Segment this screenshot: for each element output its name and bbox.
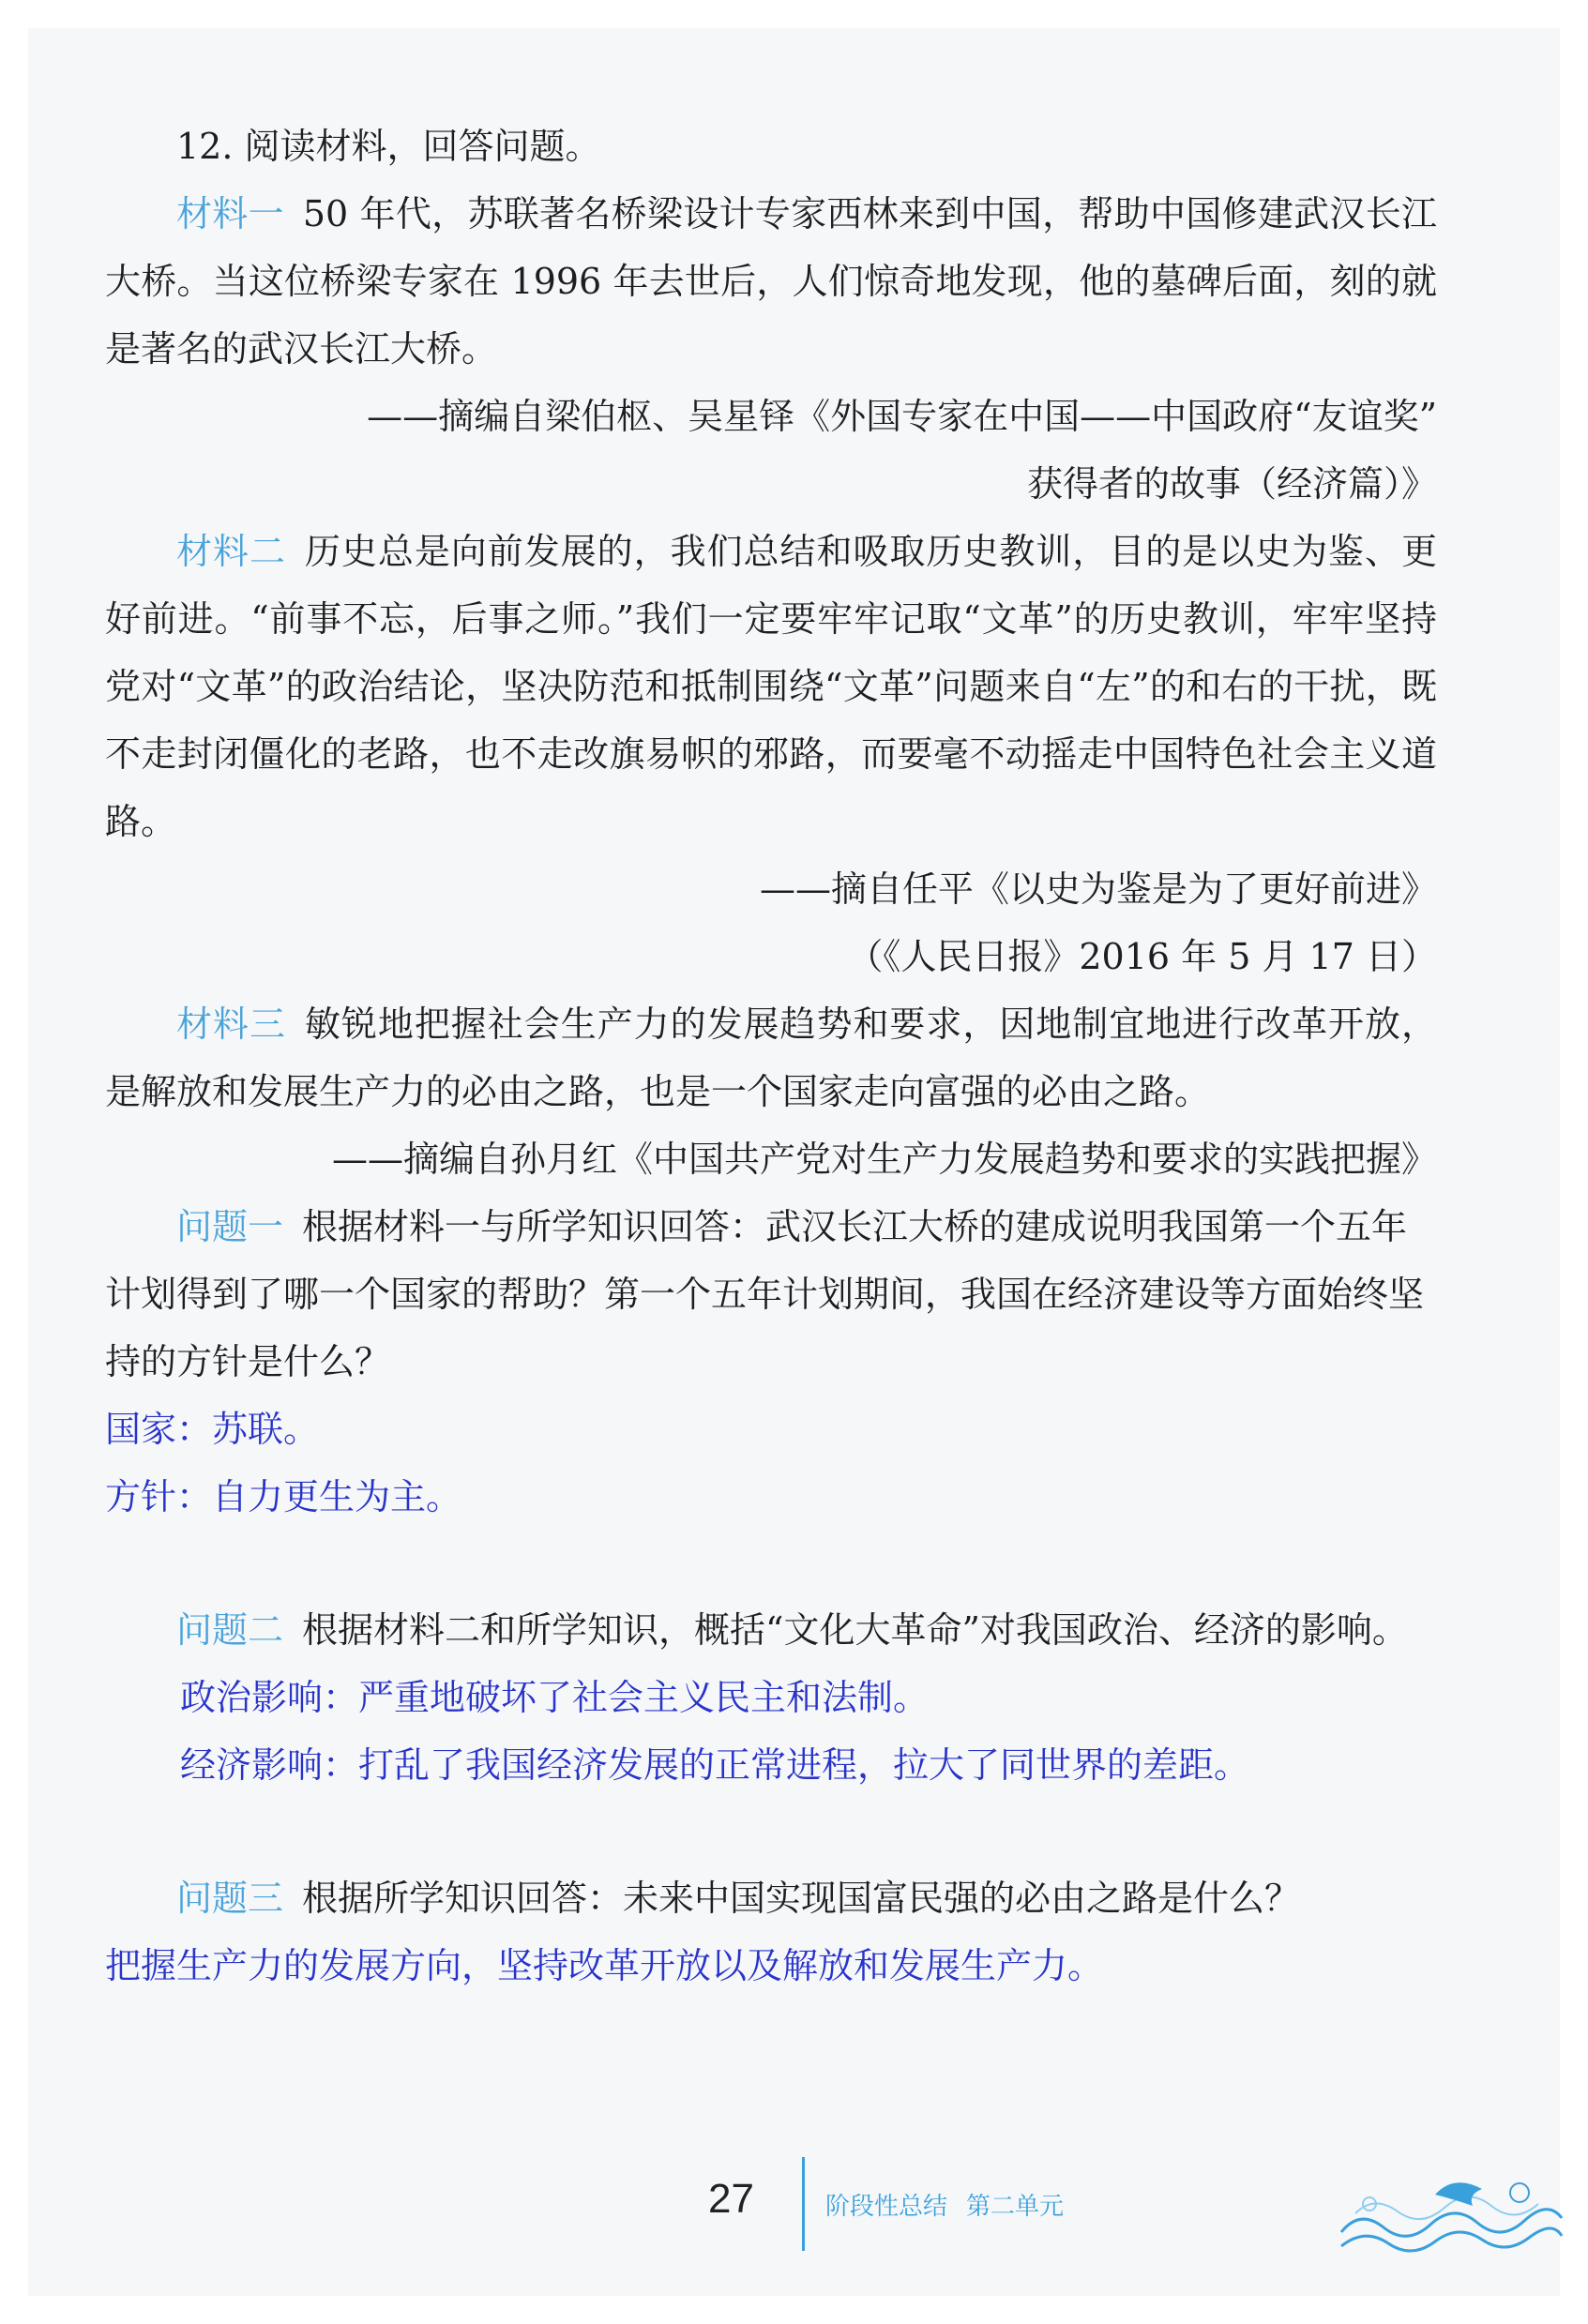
material-2-tag: 材料二 bbox=[176, 531, 286, 572]
material-1-text: 50 年代，苏联著名桥梁设计专家西林来到中国，帮助中国修建武汉长江大桥。当这位桥梁专家在 1996 年去世后，人们惊奇地发现，他的墓碑后面，刻的就是著名的武汉长江大桥。 bbox=[105, 193, 1437, 370]
footer-section: 阶段性总结 bbox=[825, 2193, 948, 2221]
material-2-source: ——摘自任平《以史为鉴是为了更好前进》 bbox=[759, 868, 1437, 910]
question-2-answer-economic: 经济影响：打乱了我国经济发展的正常进程，拉大了同世界的差距。 bbox=[180, 1744, 1250, 1786]
answer-space bbox=[105, 1799, 1437, 1864]
wave-decoration-icon bbox=[1332, 2166, 1566, 2260]
material-1-source-cont: 获得者的故事（经济篇）》 bbox=[1026, 463, 1437, 505]
material-1 bbox=[105, 180, 1437, 383]
question-2-text: 根据材料二和所学知识，概括“文化大革命”对我国政治、经济的影响。 bbox=[302, 1609, 1408, 1651]
question-2-answer-political: 政治影响：严重地破坏了社会主义民主和法制。 bbox=[180, 1677, 930, 1718]
footer-divider bbox=[802, 2157, 805, 2251]
question-block bbox=[105, 113, 1437, 2000]
question-3-text: 根据所学知识回答：未来中国实现国富民强的必由之路是什么？ bbox=[302, 1878, 1301, 1919]
question-3-tag: 问题三 bbox=[176, 1878, 284, 1919]
question-2-tag: 问题二 bbox=[176, 1609, 284, 1651]
question-3-answer: 把握生产力的发展方向，坚持改革开放以及解放和发展生产力。 bbox=[105, 1945, 1104, 1986]
material-2-source-date: （《人民日报》2016 年 5 月 17 日） bbox=[847, 936, 1437, 977]
question-1 bbox=[105, 1193, 1437, 1396]
page-footer bbox=[0, 2148, 1588, 2260]
material-2 bbox=[105, 518, 1437, 855]
material-3-source: ——摘编自孙月红《中国共产党对生产力发展趋势和要求的实践把握》 bbox=[331, 1139, 1437, 1180]
material-3-tag: 材料三 bbox=[176, 1004, 286, 1045]
material-2-text: 历史总是向前发展的，我们总结和吸取历史教训，目的是以史为鉴、更好前进。“前事不忘，后事之师。”我们一定要牢牢记取“文革”的历史教训，牢牢坚持党对“文革”的政治结论，坚决防范和抵制围绕“文革”问题来自“左”的和右的干扰，既不走封闭僵化的老路，也不走改旗易帜的邪路，而要毫不动摇走中国特色社会主义道路。 bbox=[105, 531, 1437, 842]
material-1-tag: 材料一 bbox=[176, 193, 284, 234]
question-heading: 12. 阅读材料，回答问题。 bbox=[176, 126, 601, 167]
material-1-source: ——摘编自梁伯枢、吴星铎《外国专家在中国——中国政府“友谊奖” bbox=[367, 396, 1437, 437]
answer-space bbox=[105, 1531, 1437, 1596]
question-2 bbox=[105, 1596, 1437, 1664]
material-3-text: 敏锐地把握社会生产力的发展趋势和要求，因地制宜地进行改革开放，是解放和发展生产力的必由之路，也是一个国家走向富强的必由之路。 bbox=[105, 1004, 1437, 1112]
page-number: 27 bbox=[708, 2176, 754, 2222]
footer-unit: 第二单元 bbox=[966, 2193, 1065, 2221]
question-1-answer-country: 国家：苏联。 bbox=[105, 1409, 320, 1450]
question-1-tag: 问题一 bbox=[176, 1206, 284, 1247]
question-1-answer-policy: 方针：自力更生为主。 bbox=[105, 1476, 462, 1517]
material-3 bbox=[105, 990, 1437, 1125]
question-3 bbox=[105, 1864, 1437, 1932]
footer-section-label bbox=[825, 2187, 1064, 2222]
question-1-text: 根据材料一与所学知识回答：武汉长江大桥的建成说明我国第一个五年计划得到了哪一个国家的帮助？第一个五年计划期间，我国在经济建设等方面始终坚持的方针是什么？ bbox=[105, 1206, 1425, 1382]
